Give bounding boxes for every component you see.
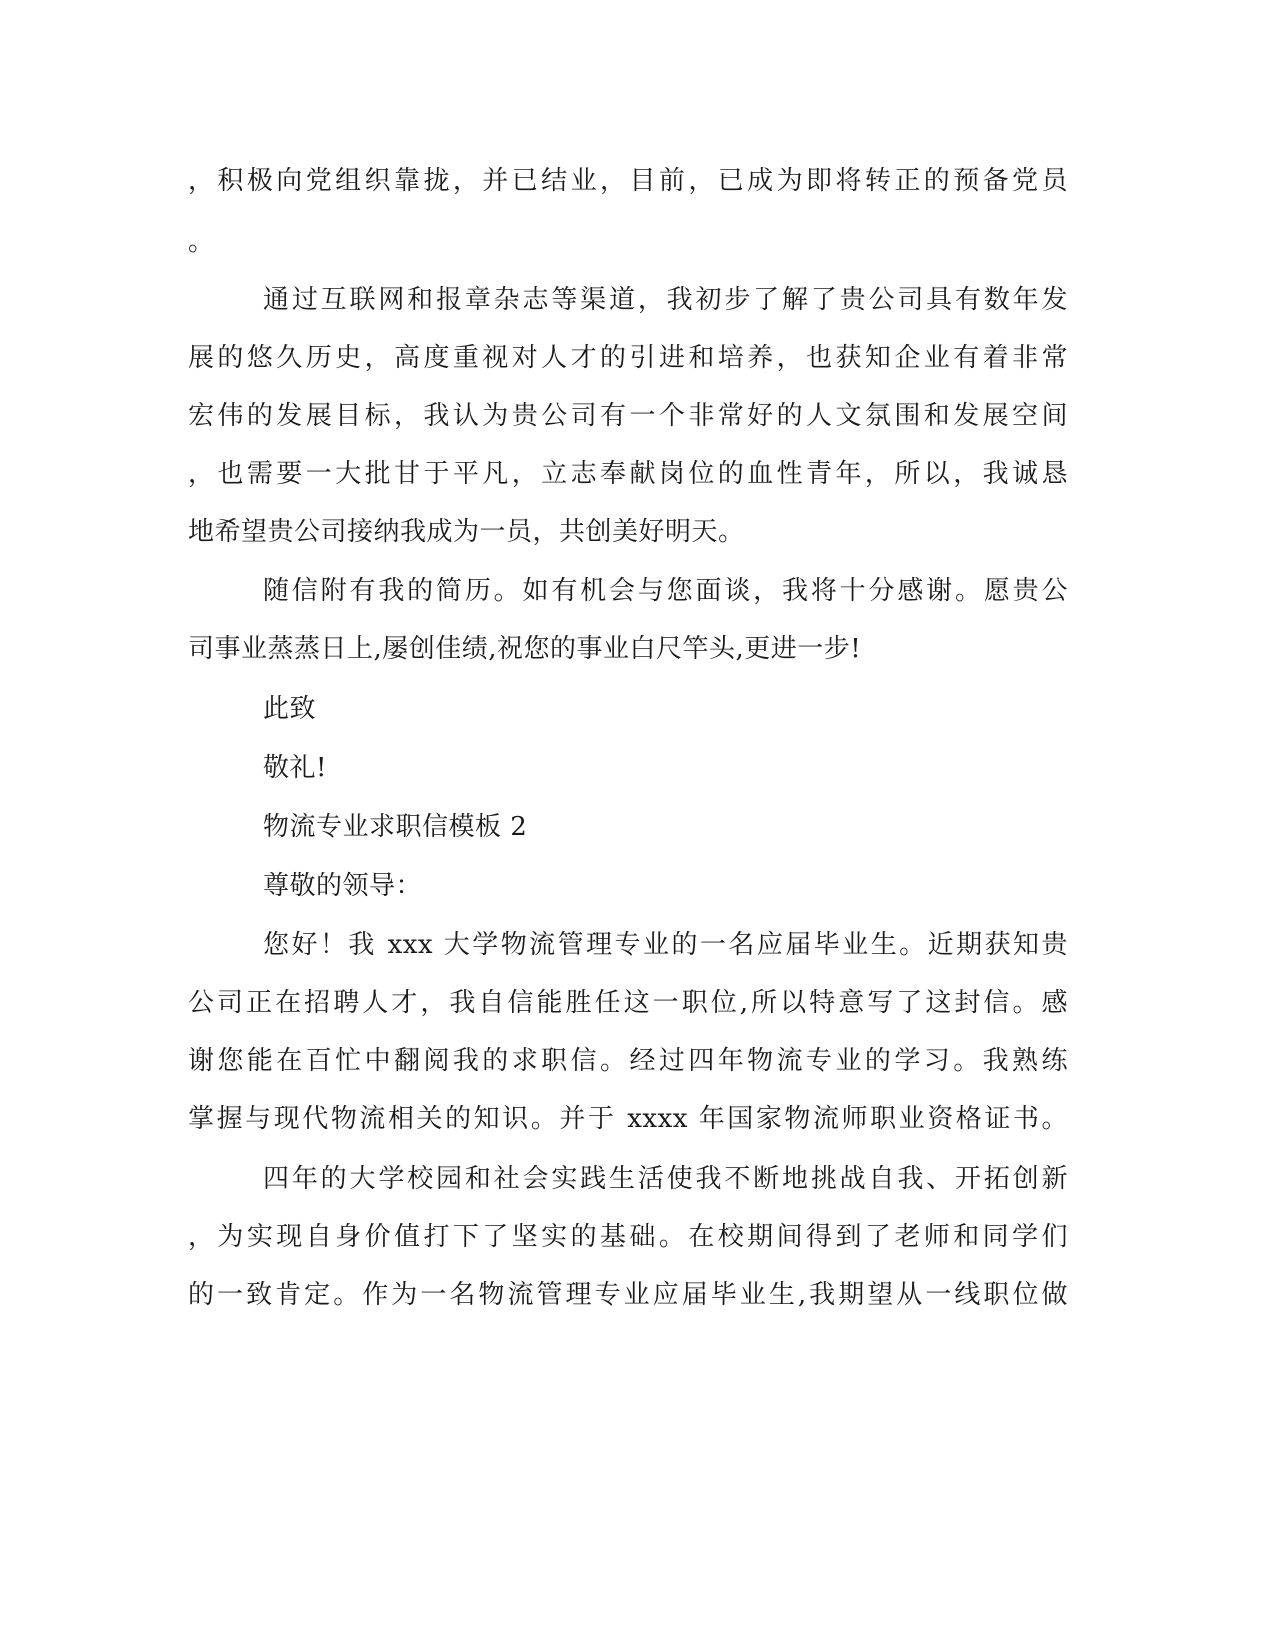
- text-line-16: 谢您能在百忙中翻阅我的求职信。经过四年物流专业的学习。我熟练: [188, 1046, 1068, 1076]
- text-line-4: 展的悠久历史，高度重视对人才的引进和培养，也获知企业有着非常: [188, 343, 1068, 373]
- text-line-2: 。: [188, 227, 215, 257]
- text-line-5: 宏伟的发展目标，我认为贵公司有一个非常好的人文氛围和发展空间: [188, 401, 1068, 431]
- text-line-3: 通过互联网和报章杂志等渠道，我初步了解了贵公司具有数年发: [263, 285, 1068, 315]
- greeting: 尊敬的领导：: [263, 871, 423, 901]
- text-line-7: 地希望贵公司接纳我成为一员，共创美好明天。: [188, 517, 745, 547]
- text-line-1: ，积极向党组织靠拢，并已结业，目前，已成为即将转正的预备党员: [188, 166, 1068, 196]
- text-line-19: ，为实现自身价值打下了坚实的基础。在校期间得到了老师和同学们: [188, 1222, 1068, 1252]
- text-line-8: 随信附有我的简历。如有机会与您面谈，我将十分感谢。愿贵公: [263, 576, 1068, 606]
- text-line-15: 公司正在招聘人才，我自信能胜任这一职位,所以特意写了这封信。感: [188, 988, 1068, 1018]
- regards: 敬礼!: [263, 753, 327, 783]
- text-line-14: 您好！我 xxx 大学物流管理专业的一名应届毕业生。近期获知贵: [263, 930, 1068, 960]
- salutation-closing: 此致: [263, 694, 317, 724]
- text-line-20: 的一致肯定。作为一名物流管理专业应届毕业生,我期望从一线职位做: [188, 1280, 1068, 1310]
- section-title: 物流专业求职信模板 2: [263, 812, 528, 842]
- text-line-17: 掌握与现代物流相关的知识。并于 xxxx 年国家物流师职业资格证书。: [188, 1104, 1068, 1134]
- text-line-18: 四年的大学校园和社会实践生活使我不断地挑战自我、开拓创新: [263, 1164, 1068, 1194]
- text-line-6: ，也需要一大批甘于平凡，立志奉献岗位的血性青年，所以，我诚恳: [188, 459, 1068, 489]
- text-line-9: 司事业蒸蒸日上,屡创佳绩,祝您的事业白尺竿头,更进一步!: [188, 634, 862, 664]
